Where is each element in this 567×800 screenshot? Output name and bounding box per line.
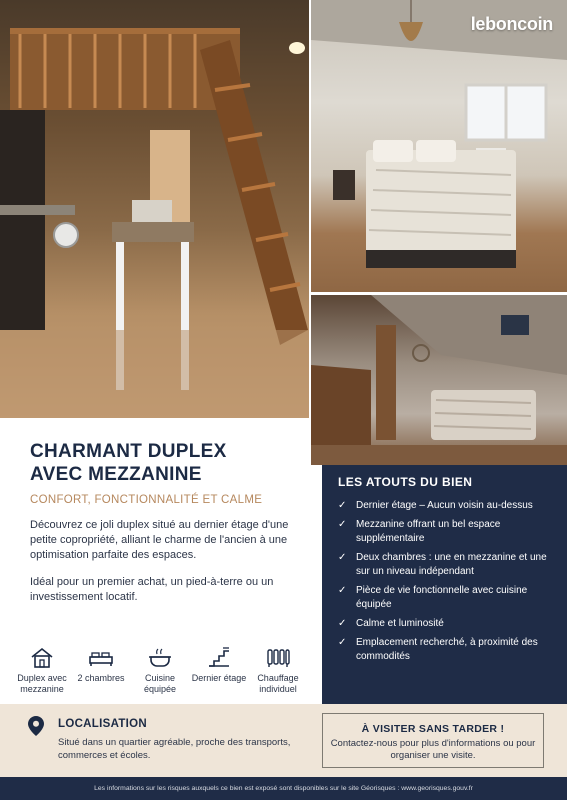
feature-label: 2 chambres	[77, 673, 125, 683]
check-icon: ✓	[338, 552, 347, 563]
asset-text: Emplacement recherché, à proximité des commodités	[356, 637, 538, 662]
feature-duplex	[14, 646, 70, 695]
asset-item	[338, 551, 551, 579]
check-icon: ✓	[338, 585, 347, 596]
check-icon: ✓	[338, 519, 347, 530]
features-row	[14, 646, 306, 695]
page-subtitle: CONFORT, FONCTIONNALITÉ ET CALME	[30, 494, 263, 506]
check-icon: ✓	[338, 500, 347, 511]
asset-text: Pièce de vie fonctionnelle avec cuisine équipée	[356, 585, 528, 610]
asset-item	[338, 499, 551, 513]
photo-mezzanine-bedroom	[311, 295, 567, 465]
asset-text: Mezzanine offrant un bel espace supplémentaire	[356, 519, 501, 544]
asset-text: Calme et luminosité	[356, 618, 444, 629]
feature-kitchen	[132, 646, 188, 695]
title-line-1: CHARMANT DUPLEX	[30, 441, 227, 462]
location-text: Situé dans un quartier agréable, proche des transports, commerces et écoles.	[58, 737, 291, 761]
feature-label: Duplex avec mezzanine	[17, 673, 67, 694]
asset-text: Deux chambres : une en mezzanine et une sur un niveau indépendant	[356, 552, 547, 577]
visit-text: Contactez-nous pour plus d'informations ou pour organiser une visite.	[330, 738, 536, 761]
mezzanine-illustration	[311, 295, 567, 465]
leboncoin-logo: leboncoin	[470, 14, 553, 34]
visit-box	[322, 713, 544, 768]
location-title: LOCALISATION	[58, 718, 147, 730]
visit-title: À VISITER SANS TARDER !	[361, 723, 505, 735]
check-icon: ✓	[338, 637, 347, 648]
title-line-2: AVEC MEZZANINE	[30, 464, 202, 485]
feature-label: Chauffage individuel	[257, 673, 299, 694]
asset-item	[338, 584, 551, 612]
feature-heating	[250, 646, 306, 695]
feature-bedrooms	[73, 646, 129, 695]
feature-label: Cuisine équipée	[143, 673, 177, 694]
asset-item	[338, 636, 551, 664]
footer-disclaimer: Les informations sur les risques auxquels ce bien est exposé sont disponibles sur le site Géorisques : www.georisques.gouv.fr	[0, 777, 567, 800]
house-icon	[29, 646, 55, 668]
photo-bedroom	[311, 0, 567, 292]
bedroom-illustration	[311, 0, 567, 292]
description-paragraph-2: Idéal pour un premier achat, un pied-à-terre ou un investissement locatif.	[30, 576, 274, 603]
description	[30, 518, 300, 605]
asset-text: Dernier étage – Aucun voisin au-dessus	[356, 500, 533, 511]
check-icon: ✓	[338, 618, 347, 629]
location-pin-icon	[28, 716, 44, 736]
feature-top-floor	[191, 646, 247, 695]
page-title	[30, 440, 300, 486]
stairs-icon	[206, 646, 232, 668]
asset-item	[338, 518, 551, 546]
assets-title: LES ATOUTS DU BIEN	[338, 475, 473, 489]
feature-label: Dernier étage	[191, 673, 247, 683]
assets-panel	[322, 465, 567, 704]
asset-item	[338, 617, 551, 631]
radiator-icon	[265, 646, 291, 668]
title-block	[30, 440, 300, 506]
photo-living-room	[0, 0, 309, 418]
kitchen-icon	[147, 646, 173, 668]
description-paragraph-1: Découvrez ce joli duplex situé au dernier étage d'une petite copropriété, alliant le charme de l'ancien à une optimisation parfaite des espaces.	[30, 519, 289, 561]
living-room-illustration	[0, 0, 309, 418]
bed-icon	[88, 646, 114, 668]
